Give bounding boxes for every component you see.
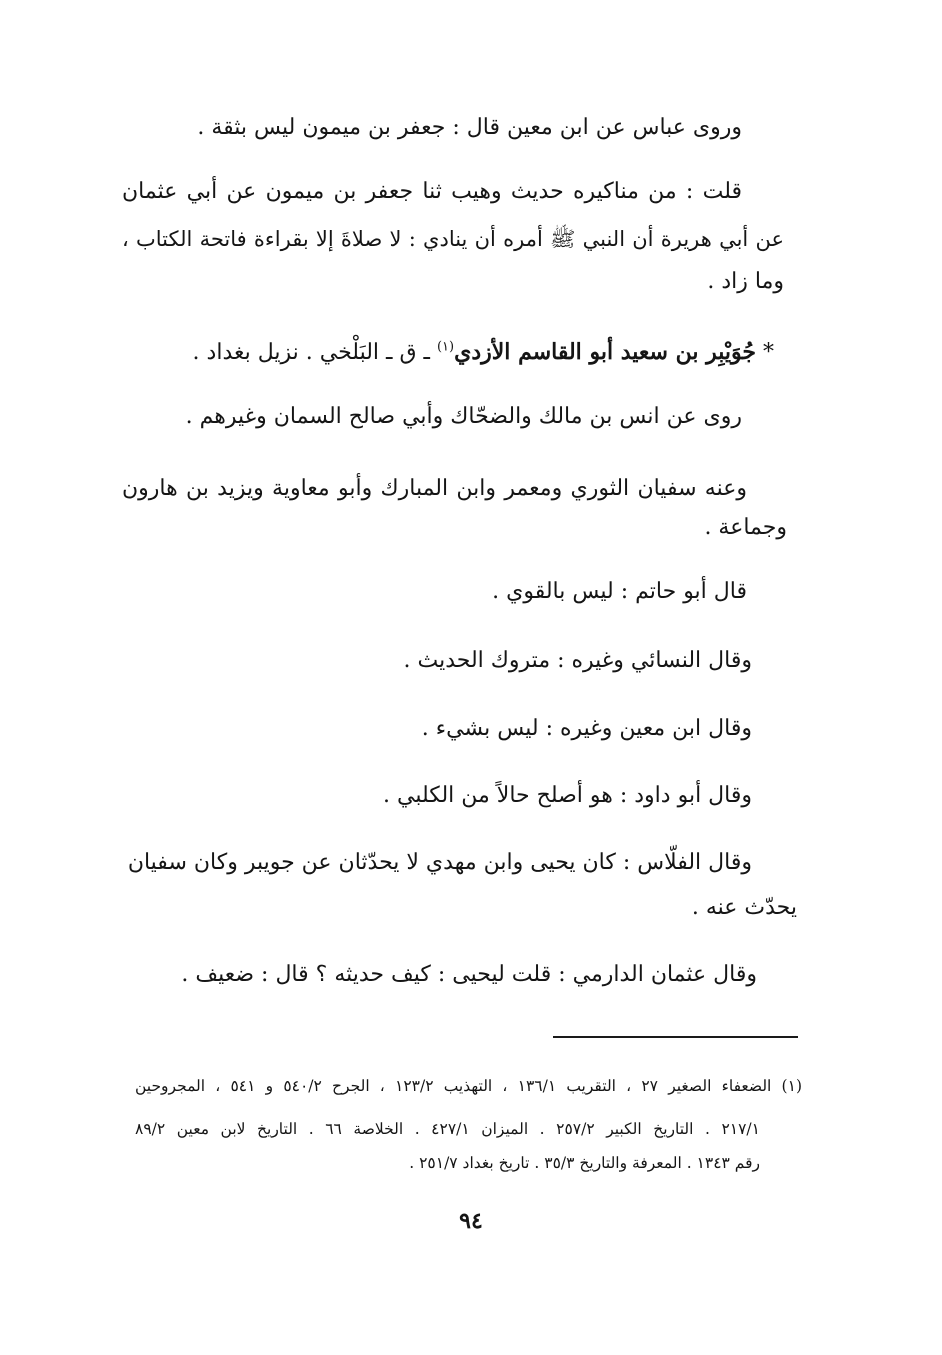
page-number: ٩٤ bbox=[459, 1208, 483, 1234]
entry-details: ـ ق ـ البَلْخي . نزيل بغداد . bbox=[192, 340, 430, 365]
paragraph-5-line-1: قال أبو حاتم : ليس بالقوي . bbox=[492, 579, 747, 604]
footnote-line-3: رقم ١٣٤٣ . المعرفة والتاريخ ٣٥/٣ . تاريخ بغداد ٢٥١/٧ . bbox=[409, 1154, 760, 1172]
footnote-separator bbox=[553, 1036, 798, 1038]
paragraph-1-line-1: وروى عباس عن ابن معين قال : جعفر بن ميمون ليس بثقة . bbox=[197, 115, 742, 140]
paragraph-2-line-3: وما زاد . bbox=[707, 269, 784, 294]
paragraph-9-line-2: يحدّث عنه . bbox=[691, 895, 797, 920]
paragraph-7-line-1: وقال ابن معين وغيره : ليس بشيء . bbox=[421, 716, 752, 741]
paragraph-9-line-1: وقال الفلّاس : كان يحيى وابن مهدي لا يحدّثان عن جويبر وكان سفيان bbox=[127, 850, 752, 875]
entry-heading bbox=[193, 337, 774, 368]
paragraph-10-line-1: وقال عثمان الدارمي : قلت ليحيى : كيف حديثه ؟ قال : ضعيف . bbox=[181, 962, 757, 987]
paragraph-1 bbox=[197, 113, 742, 143]
footnote-line-2: ٢١٧/١ . التاريخ الكبير ٢٥٧/٢ . الميزان ٤٢٧/١ . الخلاصة ٦٦ . التاريخ لابن معين ٨٩/٢ bbox=[135, 1120, 760, 1138]
paragraph-8-line-1: وقال أبو داود : هو أصلح حالاً من الكلبي . bbox=[383, 783, 752, 808]
paragraph-4-line-2: وجماعة . bbox=[704, 515, 787, 540]
footnote-ref: (١) bbox=[436, 339, 455, 355]
paragraph-4-line-1: وعنه سفيان الثوري ومعمر وابن المبارك وأبو معاوية ويزيد بن هارون bbox=[122, 476, 747, 501]
paragraph-6-line-1: وقال النسائي وغيره : متروك الحديث . bbox=[403, 648, 752, 673]
paragraph-2-line-1: قلت : من مناكيره حديث وهيب ثنا جعفر بن ميمون عن أبي عثمان bbox=[122, 179, 742, 204]
footnote-line-1: (١) الضعفاء الصغير ٢٧ ، التقريب ١٣٦/١ ، التهذيب ١٢٣/٢ ، الجرح ٥٤٠/٢ و ٥٤١ ، المجروحين bbox=[135, 1077, 802, 1095]
paragraph-3-line-1: روى عن انس بن مالك والضحّاك وأبي صالح السمان وغيرهم . bbox=[185, 404, 742, 429]
paragraph-2-line-2: عن أبي هريرة أن النبي ﷺ أمره أن ينادي : لا صلاةَ إلا بقراءة فاتحة الكتاب ، bbox=[122, 227, 784, 251]
entry-marker: * bbox=[763, 340, 774, 365]
entry-name: جُوَيْبِر بن سعيد أبو القاسم الأزدي bbox=[454, 339, 756, 365]
